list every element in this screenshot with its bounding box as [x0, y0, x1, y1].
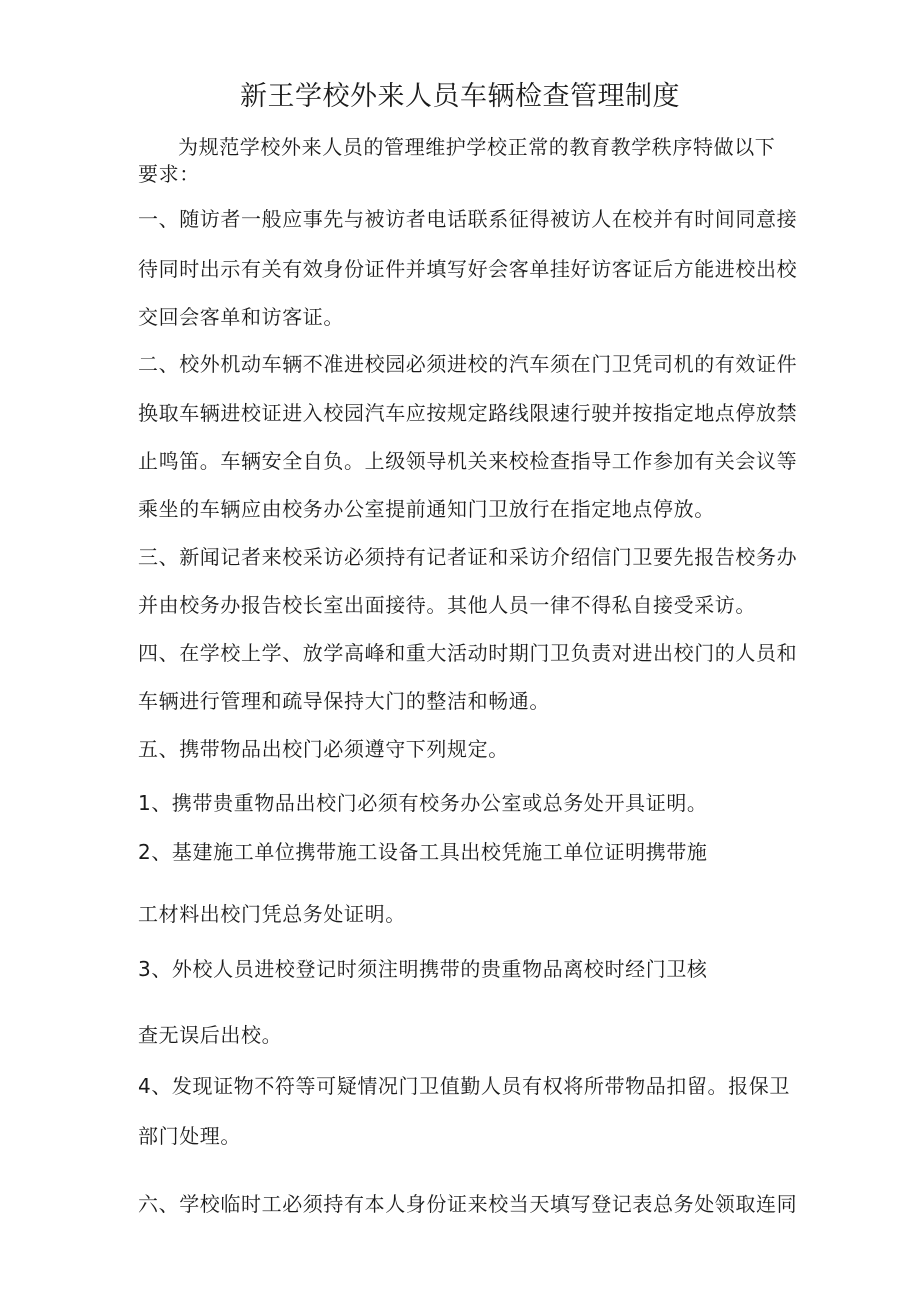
section1-line-2: 待同时出示有关有效身份证件并填写好会客单挂好访客证后方能进校出校 — [138, 257, 798, 281]
section3-line-2: 并由校务办报告校长室出面接待。其他人员一律不得私自接受采访。 — [138, 593, 756, 617]
section5-item-3-line-1: 3、外校人员进校登记时须注明携带的贵重物品离校时经门卫核 — [138, 957, 708, 981]
intro-line-1: 为规范学校外来人员的管理维护学校正常的教育教学秩序特做以下 — [178, 135, 776, 159]
section5-heading: 五、携带物品出校门必须遵守下列规定。 — [138, 737, 509, 761]
section2-line-2: 换取车辆进校证进入校园汽车应按规定路线限速行驶并按指定地点停放禁 — [138, 401, 798, 425]
section3-line-1: 三、新闻记者来校采访必须持有记者证和采访介绍信门卫要先报告校务办 — [138, 545, 798, 569]
section4-line-1: 四、在学校上学、放学高峰和重大活动时期门卫负责对进出校门的人员和 — [138, 641, 798, 665]
section6-line-1: 六、学校临时工必须持有本人身份证来校当天填写登记表总务处领取连同 — [138, 1192, 798, 1216]
section5-item-4-line-2: 部门处理。 — [138, 1124, 241, 1148]
section2-line-4: 乘坐的车辆应由校务办公室提前通知门卫放行在指定地点停放。 — [138, 497, 715, 521]
section4-line-2: 车辆进行管理和疏导保持大门的整洁和畅通。 — [138, 689, 550, 713]
section1-line-1: 一、随访者一般应事先与被访者电话联系征得被访人在校并有时间同意接 — [138, 207, 798, 231]
section2-line-3: 止鸣笛。车辆安全自负。上级领导机关来校检查指导工作参加有关会议等 — [138, 449, 798, 473]
section1-line-3: 交回会客单和访客证。 — [138, 305, 344, 329]
section5-item-3-line-2: 查无误后出校。 — [138, 1023, 283, 1047]
section5-item-4-line-1: 4、发现证物不符等可疑情况门卫值勤人员有权将所带物品扣留。报保卫 — [138, 1074, 790, 1098]
section5-item-2-line-2: 工材料出校门凭总务处证明。 — [138, 902, 406, 926]
section5-item-2-line-1: 2、基建施工单位携带施工设备工具出校凭施工单位证明携带施 — [138, 840, 708, 864]
section2-line-1: 二、校外机动车辆不准进校园必须进校的汽车须在门卫凭司机的有效证件 — [138, 352, 798, 376]
intro-line-2: 要求： — [138, 162, 200, 186]
section5-item-1: 1、携带贵重物品出校门必须有校务办公室或总务处开具证明。 — [138, 791, 708, 815]
document-title: 新王学校外来人员车辆检查管理制度 — [240, 81, 680, 112]
